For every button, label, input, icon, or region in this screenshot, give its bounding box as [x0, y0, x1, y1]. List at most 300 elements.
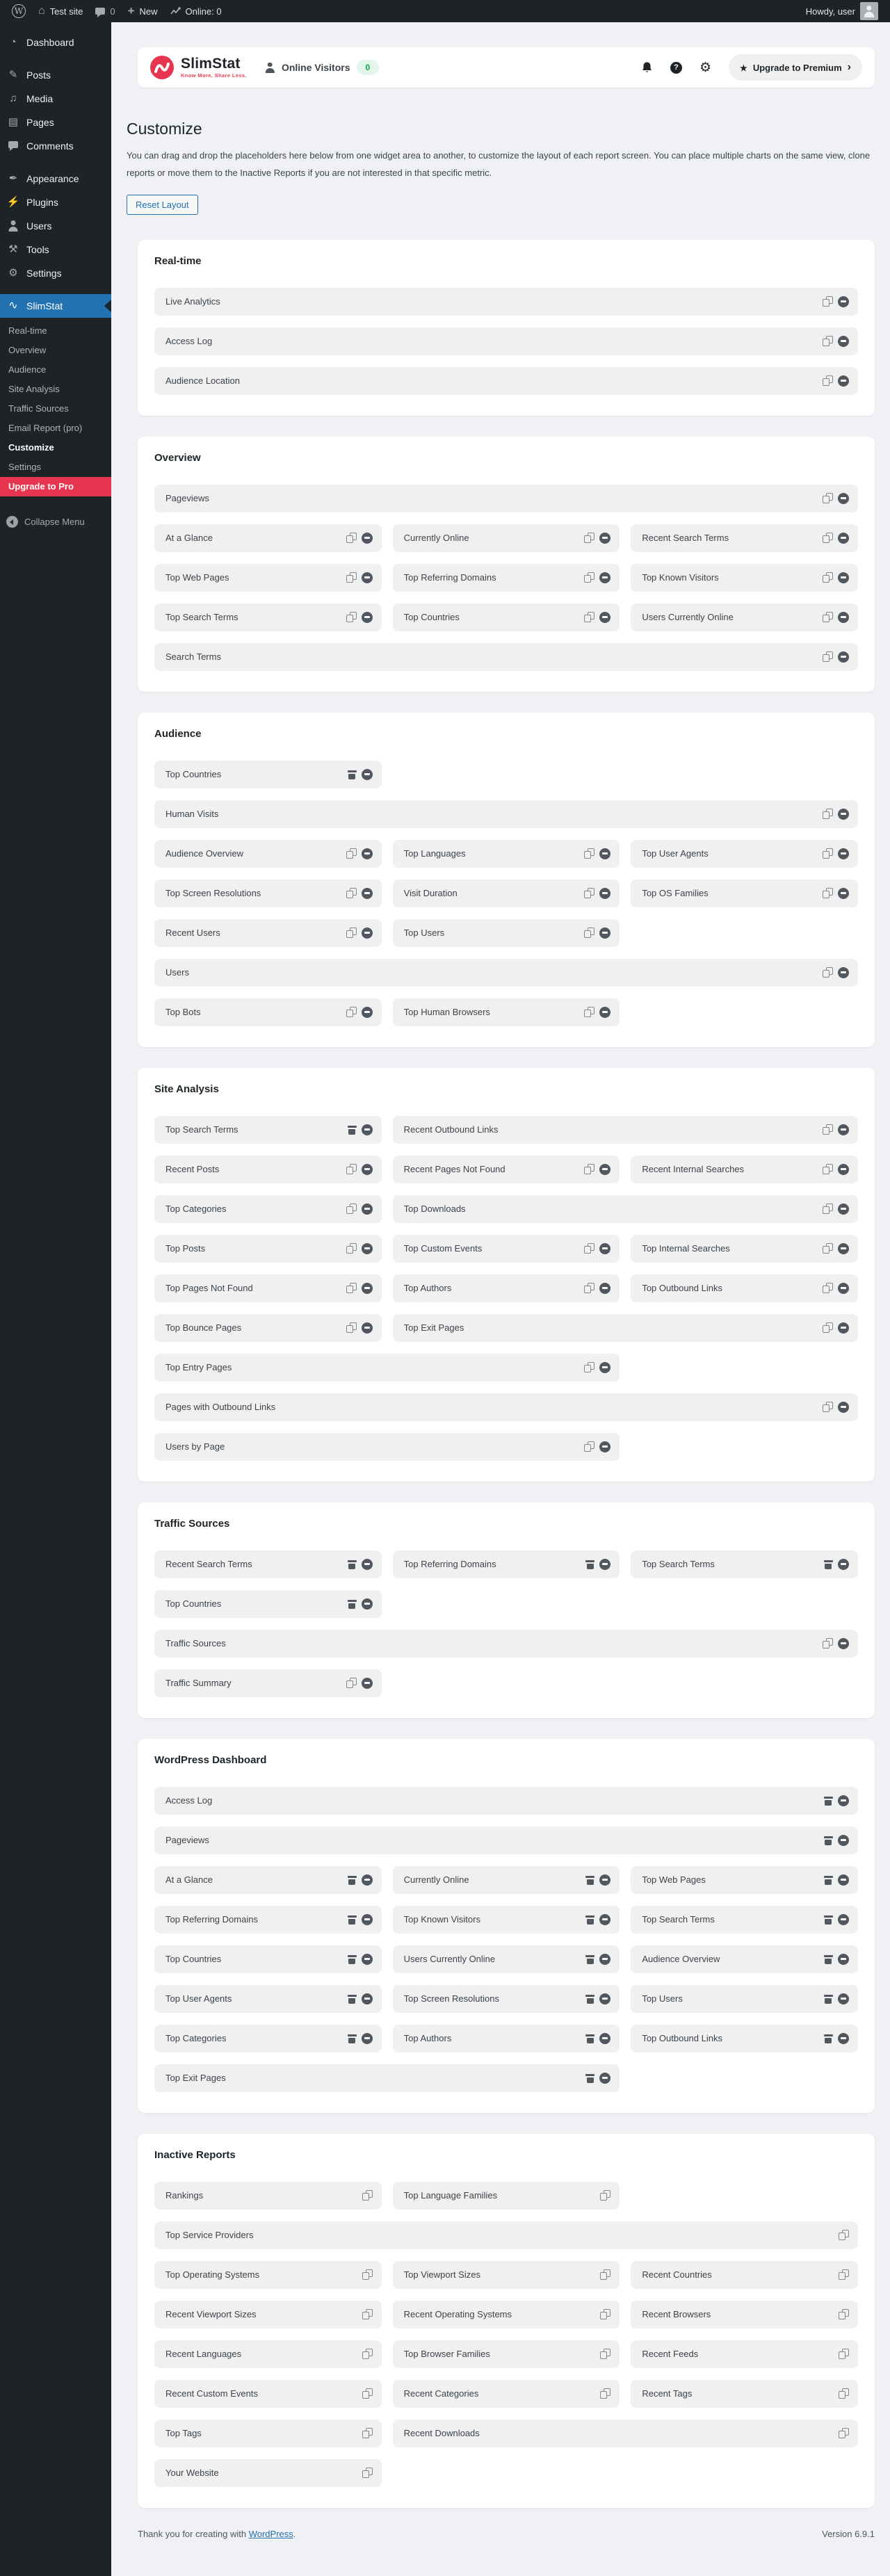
- upgrade-to-premium-button[interactable]: [729, 54, 862, 81]
- remove-icon[interactable]: [599, 1164, 610, 1175]
- report-placeholder[interactable]: [154, 1866, 382, 1894]
- trash-icon[interactable]: [824, 1835, 833, 1845]
- remove-icon[interactable]: [599, 1914, 610, 1925]
- remove-icon[interactable]: [838, 1993, 849, 2004]
- trash-icon[interactable]: [348, 1914, 357, 1925]
- submenu-item-real-time[interactable]: Real-time: [8, 325, 47, 336]
- admin-bar-new-button[interactable]: [122, 0, 164, 22]
- report-placeholder[interactable]: [393, 998, 620, 1026]
- clone-icon[interactable]: [346, 612, 357, 622]
- clone-icon[interactable]: [346, 1678, 357, 1688]
- report-placeholder[interactable]: [631, 1906, 858, 1934]
- clone-icon[interactable]: [346, 533, 357, 543]
- remove-icon[interactable]: [599, 1007, 610, 1018]
- comments-icon: [6, 140, 20, 152]
- remove-icon[interactable]: [838, 967, 849, 978]
- clone-icon[interactable]: [584, 927, 594, 938]
- submenu-item-settings[interactable]: Settings: [8, 462, 41, 472]
- report-placeholder[interactable]: [393, 1116, 858, 1144]
- report-placeholder[interactable]: [631, 1235, 858, 1263]
- clone-icon[interactable]: [823, 651, 833, 662]
- report-placeholder[interactable]: [631, 1945, 858, 1973]
- trash-icon[interactable]: [348, 1874, 357, 1885]
- clone-icon[interactable]: [346, 572, 357, 583]
- clone-icon[interactable]: [823, 1124, 833, 1135]
- report-label: Recent Search Terms: [165, 1559, 252, 1570]
- clone-icon[interactable]: [839, 2428, 849, 2438]
- remove-icon[interactable]: [838, 296, 849, 307]
- admin-bar-comments[interactable]: [89, 0, 121, 22]
- submenu-item-upgrade-to-pro[interactable]: Upgrade to Pro: [0, 477, 111, 496]
- report-placeholder[interactable]: [393, 2340, 620, 2368]
- remove-icon[interactable]: [362, 1124, 373, 1135]
- clone-icon[interactable]: [346, 1164, 357, 1174]
- report-placeholder[interactable]: [154, 2221, 858, 2249]
- report-placeholder[interactable]: [393, 564, 620, 592]
- remove-icon[interactable]: [362, 1874, 373, 1886]
- report-placeholder[interactable]: [154, 367, 858, 395]
- clone-icon[interactable]: [823, 1322, 833, 1333]
- clone-icon[interactable]: [584, 888, 594, 898]
- report-placeholder[interactable]: [154, 1433, 620, 1461]
- report-placeholder[interactable]: [631, 1156, 858, 1183]
- report-label: Top Categories: [165, 1204, 227, 1215]
- admin-bar-site-name[interactable]: [32, 0, 89, 22]
- report-actions: [839, 2230, 849, 2240]
- clone-icon[interactable]: [823, 888, 833, 898]
- remove-icon[interactable]: [838, 1402, 849, 1413]
- report-placeholder[interactable]: [154, 1590, 382, 1618]
- report-placeholder[interactable]: [154, 643, 858, 671]
- report-placeholder[interactable]: [631, 2380, 858, 2408]
- remove-icon[interactable]: [362, 1993, 373, 2004]
- clone-icon[interactable]: [823, 1402, 833, 1412]
- report-placeholder[interactable]: [154, 2340, 382, 2368]
- trash-icon[interactable]: [824, 1914, 833, 1925]
- report-label: Recent Outbound Links: [403, 1124, 499, 1135]
- page-title: Customize: [127, 120, 202, 138]
- person-icon: [864, 6, 875, 17]
- report-actions: [348, 1954, 373, 1965]
- remove-icon[interactable]: [838, 336, 849, 347]
- settings-gear-icon[interactable]: [699, 61, 711, 74]
- section-grid: [154, 761, 858, 1026]
- clone-icon[interactable]: [600, 2349, 610, 2359]
- submenu-item-customize[interactable]: Customize: [8, 442, 54, 453]
- trash-icon[interactable]: [585, 1874, 594, 1885]
- clone-icon[interactable]: [362, 2190, 373, 2201]
- remove-icon[interactable]: [838, 375, 849, 387]
- clone-icon[interactable]: [823, 848, 833, 859]
- clone-icon[interactable]: [823, 375, 833, 386]
- clone-icon[interactable]: [584, 1243, 594, 1254]
- clone-icon[interactable]: [839, 2388, 849, 2399]
- remove-icon[interactable]: [838, 2033, 849, 2044]
- report-placeholder[interactable]: [154, 2420, 382, 2447]
- clone-icon[interactable]: [584, 1362, 594, 1372]
- trash-icon[interactable]: [585, 1914, 594, 1925]
- report-placeholder[interactable]: [631, 2340, 858, 2368]
- remove-icon[interactable]: [362, 1322, 373, 1334]
- trash-icon[interactable]: [348, 769, 357, 779]
- report-placeholder[interactable]: [631, 564, 858, 592]
- remove-icon[interactable]: [838, 651, 849, 663]
- remove-icon[interactable]: [362, 1243, 373, 1254]
- remove-icon[interactable]: [599, 1441, 610, 1452]
- sidebar-item-tools[interactable]: [0, 238, 111, 261]
- sidebar-item-appearance[interactable]: [0, 167, 111, 191]
- report-placeholder[interactable]: [393, 840, 620, 868]
- submenu-item-email-report-pro[interactable]: Email Report (pro): [8, 423, 83, 433]
- report-placeholder[interactable]: [393, 1195, 858, 1223]
- report-placeholder[interactable]: [154, 327, 858, 355]
- remove-icon[interactable]: [838, 848, 849, 859]
- remove-icon[interactable]: [362, 848, 373, 859]
- report-placeholder[interactable]: [393, 1274, 620, 1302]
- remove-icon[interactable]: [599, 612, 610, 623]
- remove-icon[interactable]: [838, 1283, 849, 1294]
- remove-icon[interactable]: [599, 533, 610, 544]
- report-placeholder[interactable]: [154, 2301, 382, 2328]
- admin-bar-wordpress-menu[interactable]: [6, 0, 32, 22]
- sidebar-item-dashboard[interactable]: [0, 31, 111, 54]
- report-placeholder[interactable]: [154, 2064, 620, 2092]
- clone-icon[interactable]: [584, 572, 594, 583]
- section-card-site-analysis: [138, 1068, 875, 1482]
- report-label: Top Screen Resolutions: [165, 888, 261, 899]
- report-placeholder[interactable]: [154, 1274, 382, 1302]
- remove-icon[interactable]: [599, 2073, 610, 2084]
- report-placeholder[interactable]: [154, 1630, 858, 1658]
- wordpress-link[interactable]: WordPress: [248, 2528, 293, 2539]
- footer-thanks-prefix: Thank you for creating with: [138, 2528, 249, 2539]
- report-placeholder[interactable]: [631, 1985, 858, 2013]
- clone-icon[interactable]: [839, 2309, 849, 2319]
- report-placeholder[interactable]: [393, 2301, 620, 2328]
- remove-icon[interactable]: [599, 1283, 610, 1294]
- report-placeholder[interactable]: [393, 1314, 858, 1342]
- sidebar-item-settings[interactable]: [0, 261, 111, 285]
- trash-icon[interactable]: [824, 1993, 833, 2004]
- trash-icon[interactable]: [585, 2073, 594, 2083]
- clone-icon[interactable]: [823, 1164, 833, 1174]
- clone-icon[interactable]: [823, 1243, 833, 1254]
- report-placeholder[interactable]: [393, 1156, 620, 1183]
- report-placeholder[interactable]: [154, 524, 382, 552]
- submenu-item-audience[interactable]: Audience: [8, 364, 47, 375]
- clone-icon[interactable]: [823, 1204, 833, 1214]
- remove-icon[interactable]: [838, 1914, 849, 1925]
- clone-icon[interactable]: [346, 1283, 357, 1293]
- remove-icon[interactable]: [599, 1874, 610, 1886]
- report-placeholder[interactable]: [154, 1985, 382, 2013]
- remove-icon[interactable]: [362, 1204, 373, 1215]
- clone-icon[interactable]: [839, 2230, 849, 2240]
- report-placeholder[interactable]: [154, 998, 382, 1026]
- remove-icon[interactable]: [838, 612, 849, 623]
- report-placeholder[interactable]: [631, 2301, 858, 2328]
- clone-icon[interactable]: [584, 612, 594, 622]
- report-placeholder[interactable]: [154, 2380, 382, 2408]
- clone-icon[interactable]: [346, 848, 357, 859]
- report-placeholder[interactable]: [631, 1274, 858, 1302]
- remove-icon[interactable]: [838, 1322, 849, 1334]
- report-label: Top Search Terms: [165, 612, 238, 623]
- clone-icon[interactable]: [823, 493, 833, 503]
- clone-icon[interactable]: [823, 1638, 833, 1649]
- submenu-item-traffic-sources[interactable]: Traffic Sources: [8, 403, 69, 414]
- report-label: Rankings: [165, 2190, 204, 2201]
- report-placeholder[interactable]: [154, 1116, 382, 1144]
- report-placeholder[interactable]: [154, 1669, 382, 1697]
- report-placeholder[interactable]: [154, 800, 858, 828]
- sidebar-item-users[interactable]: [0, 214, 111, 238]
- report-placeholder[interactable]: [154, 485, 858, 512]
- remove-icon[interactable]: [362, 1598, 373, 1610]
- report-placeholder[interactable]: [154, 1550, 382, 1578]
- report-placeholder[interactable]: [154, 919, 382, 947]
- trash-icon[interactable]: [585, 1954, 594, 1964]
- clone-icon[interactable]: [823, 336, 833, 346]
- remove-icon[interactable]: [362, 1559, 373, 1570]
- report-placeholder[interactable]: [631, 2025, 858, 2052]
- remove-icon[interactable]: [599, 1243, 610, 1254]
- report-placeholder[interactable]: [154, 959, 858, 987]
- report-placeholder[interactable]: [393, 604, 620, 631]
- report-placeholder[interactable]: [393, 1550, 620, 1578]
- remove-icon[interactable]: [362, 612, 373, 623]
- remove-icon[interactable]: [838, 493, 849, 504]
- clone-icon[interactable]: [839, 2269, 849, 2280]
- sidebar-item-plugins[interactable]: [0, 191, 111, 214]
- remove-icon[interactable]: [362, 1954, 373, 1965]
- report-actions: [600, 2349, 610, 2359]
- report-placeholder[interactable]: [393, 1985, 620, 2013]
- remove-icon[interactable]: [599, 1993, 610, 2004]
- clone-icon[interactable]: [823, 809, 833, 819]
- remove-icon[interactable]: [362, 2033, 373, 2044]
- report-placeholder[interactable]: [154, 2459, 382, 2487]
- report-actions: [824, 1993, 849, 2004]
- remove-icon[interactable]: [599, 1559, 610, 1570]
- report-placeholder[interactable]: [631, 840, 858, 868]
- report-label: Recent Posts: [165, 1164, 220, 1175]
- slimstat-brand[interactable]: [150, 56, 247, 79]
- report-placeholder[interactable]: [631, 1866, 858, 1894]
- report-placeholder[interactable]: [393, 2025, 620, 2052]
- report-placeholder[interactable]: [154, 1195, 382, 1223]
- trash-icon[interactable]: [824, 1874, 833, 1885]
- clone-icon[interactable]: [584, 1441, 594, 1452]
- submenu-item-site-analysis[interactable]: Site Analysis: [8, 384, 60, 394]
- clone-icon[interactable]: [362, 2309, 373, 2319]
- report-placeholder[interactable]: [393, 1866, 620, 1894]
- report-placeholder[interactable]: [393, 524, 620, 552]
- remove-icon[interactable]: [838, 1874, 849, 1886]
- clone-icon[interactable]: [346, 1007, 357, 1017]
- report-placeholder[interactable]: [154, 1393, 858, 1421]
- clone-icon[interactable]: [346, 888, 357, 898]
- clone-icon[interactable]: [362, 2269, 373, 2280]
- remove-icon[interactable]: [838, 1204, 849, 1215]
- sidebar-item-slimstat[interactable]: [0, 294, 111, 318]
- clone-icon[interactable]: [823, 572, 833, 583]
- clone-icon[interactable]: [600, 2309, 610, 2319]
- remove-icon[interactable]: [362, 533, 373, 544]
- clone-icon[interactable]: [346, 1322, 357, 1333]
- trash-icon[interactable]: [348, 1124, 357, 1135]
- report-placeholder[interactable]: [154, 1945, 382, 1973]
- remove-icon[interactable]: [838, 1835, 849, 1846]
- report-placeholder[interactable]: [154, 1826, 858, 1854]
- report-placeholder[interactable]: [631, 1550, 858, 1578]
- remove-icon[interactable]: [838, 1124, 849, 1135]
- remove-icon[interactable]: [362, 1678, 373, 1689]
- remove-icon[interactable]: [838, 888, 849, 899]
- report-placeholder[interactable]: [393, 919, 620, 947]
- remove-icon[interactable]: [362, 1164, 373, 1175]
- report-placeholder[interactable]: [154, 880, 382, 907]
- trash-icon[interactable]: [348, 2033, 357, 2043]
- clone-icon[interactable]: [584, 848, 594, 859]
- collapse-menu-button[interactable]: [0, 509, 111, 535]
- footer-version: Version 6.9.1: [822, 2528, 875, 2539]
- report-placeholder[interactable]: [154, 2261, 382, 2289]
- report-placeholder[interactable]: [154, 604, 382, 631]
- remove-icon[interactable]: [599, 2033, 610, 2044]
- trash-icon[interactable]: [824, 2033, 833, 2043]
- remove-icon[interactable]: [599, 1362, 610, 1373]
- trash-icon[interactable]: [348, 1598, 357, 1609]
- clone-icon[interactable]: [823, 1283, 833, 1293]
- trash-icon[interactable]: [824, 1795, 833, 1806]
- trash-icon[interactable]: [585, 1559, 594, 1569]
- clone-icon[interactable]: [346, 1243, 357, 1254]
- remove-icon[interactable]: [362, 888, 373, 899]
- remove-icon[interactable]: [838, 1638, 849, 1649]
- remove-icon[interactable]: [362, 1007, 373, 1018]
- report-placeholder[interactable]: [154, 1235, 382, 1263]
- report-placeholder[interactable]: [393, 2380, 620, 2408]
- report-placeholder[interactable]: [154, 2025, 382, 2052]
- report-label: Visit Duration: [403, 888, 458, 899]
- clone-icon[interactable]: [823, 967, 833, 978]
- clone-icon[interactable]: [600, 2190, 610, 2201]
- clone-icon[interactable]: [823, 296, 833, 307]
- clone-icon[interactable]: [823, 612, 833, 622]
- help-icon[interactable]: [670, 62, 682, 74]
- clone-icon[interactable]: [362, 2428, 373, 2438]
- clone-icon[interactable]: [584, 1164, 594, 1174]
- remove-icon[interactable]: [362, 1914, 373, 1925]
- notifications-bell-icon[interactable]: [641, 61, 653, 74]
- trash-icon[interactable]: [348, 1993, 357, 2004]
- trash-icon[interactable]: [824, 1559, 833, 1569]
- report-placeholder[interactable]: [393, 2420, 858, 2447]
- remove-icon[interactable]: [362, 572, 373, 583]
- clone-icon[interactable]: [584, 1007, 594, 1017]
- remove-icon[interactable]: [838, 1954, 849, 1965]
- remove-icon[interactable]: [599, 848, 610, 859]
- clone-icon[interactable]: [584, 1283, 594, 1293]
- report-placeholder[interactable]: [154, 1354, 620, 1382]
- report-placeholder[interactable]: [631, 604, 858, 631]
- report-placeholder[interactable]: [393, 1906, 620, 1934]
- admin-bar-my-account[interactable]: [800, 0, 884, 22]
- trash-icon[interactable]: [585, 2033, 594, 2043]
- remove-icon[interactable]: [838, 1795, 849, 1806]
- sidebar-item-posts[interactable]: [0, 63, 111, 87]
- remove-icon[interactable]: [838, 1559, 849, 1570]
- trash-icon[interactable]: [585, 1993, 594, 2004]
- remove-icon[interactable]: [838, 809, 849, 820]
- clone-icon[interactable]: [362, 2349, 373, 2359]
- sidebar-item-comments[interactable]: [0, 134, 111, 158]
- report-placeholder[interactable]: [631, 524, 858, 552]
- remove-icon[interactable]: [838, 1164, 849, 1175]
- report-placeholder[interactable]: [393, 1945, 620, 1973]
- clone-icon[interactable]: [823, 533, 833, 543]
- report-actions: [348, 2033, 373, 2044]
- trash-icon[interactable]: [348, 1954, 357, 1964]
- report-placeholder[interactable]: [154, 1314, 382, 1342]
- clone-icon[interactable]: [600, 2388, 610, 2399]
- clone-icon[interactable]: [584, 533, 594, 543]
- report-placeholder[interactable]: [154, 288, 858, 316]
- trash-icon[interactable]: [824, 1954, 833, 1964]
- report-actions: [346, 1243, 373, 1254]
- report-placeholder[interactable]: [631, 2261, 858, 2289]
- remove-icon[interactable]: [599, 888, 610, 899]
- remove-icon[interactable]: [362, 1283, 373, 1294]
- clone-icon[interactable]: [600, 2269, 610, 2280]
- clone-icon[interactable]: [346, 1204, 357, 1214]
- report-placeholder[interactable]: [393, 2182, 620, 2210]
- remove-icon[interactable]: [838, 533, 849, 544]
- sidebar-item-pages[interactable]: [0, 111, 111, 134]
- remove-icon[interactable]: [599, 1954, 610, 1965]
- report-label: Recent Internal Searches: [642, 1164, 745, 1175]
- report-placeholder[interactable]: [154, 1156, 382, 1183]
- clone-icon[interactable]: [346, 927, 357, 938]
- report-actions: [823, 612, 849, 623]
- report-placeholder[interactable]: [154, 564, 382, 592]
- report-placeholder[interactable]: [154, 840, 382, 868]
- report-placeholder[interactable]: [154, 1787, 858, 1815]
- report-placeholder[interactable]: [393, 880, 620, 907]
- remove-icon[interactable]: [362, 769, 373, 780]
- remove-icon[interactable]: [838, 572, 849, 583]
- reset-layout-button[interactable]: Reset Layout: [127, 195, 198, 215]
- clone-icon[interactable]: [839, 2349, 849, 2359]
- remove-icon[interactable]: [838, 1243, 849, 1254]
- remove-icon[interactable]: [599, 572, 610, 583]
- remove-icon[interactable]: [362, 927, 373, 939]
- report-placeholder[interactable]: [154, 2182, 382, 2210]
- clone-icon[interactable]: [362, 2388, 373, 2399]
- report-placeholder[interactable]: [631, 880, 858, 907]
- admin-bar-online-counter[interactable]: [164, 0, 228, 22]
- submenu-item-overview[interactable]: Overview: [8, 345, 47, 355]
- clone-icon[interactable]: [362, 2468, 373, 2478]
- report-placeholder[interactable]: [154, 1906, 382, 1934]
- report-placeholder[interactable]: [393, 1235, 620, 1263]
- remove-icon[interactable]: [599, 927, 610, 939]
- sidebar-item-media[interactable]: [0, 87, 111, 111]
- trash-icon[interactable]: [348, 1559, 357, 1569]
- report-placeholder[interactable]: [154, 761, 382, 788]
- report-placeholder[interactable]: [393, 2261, 620, 2289]
